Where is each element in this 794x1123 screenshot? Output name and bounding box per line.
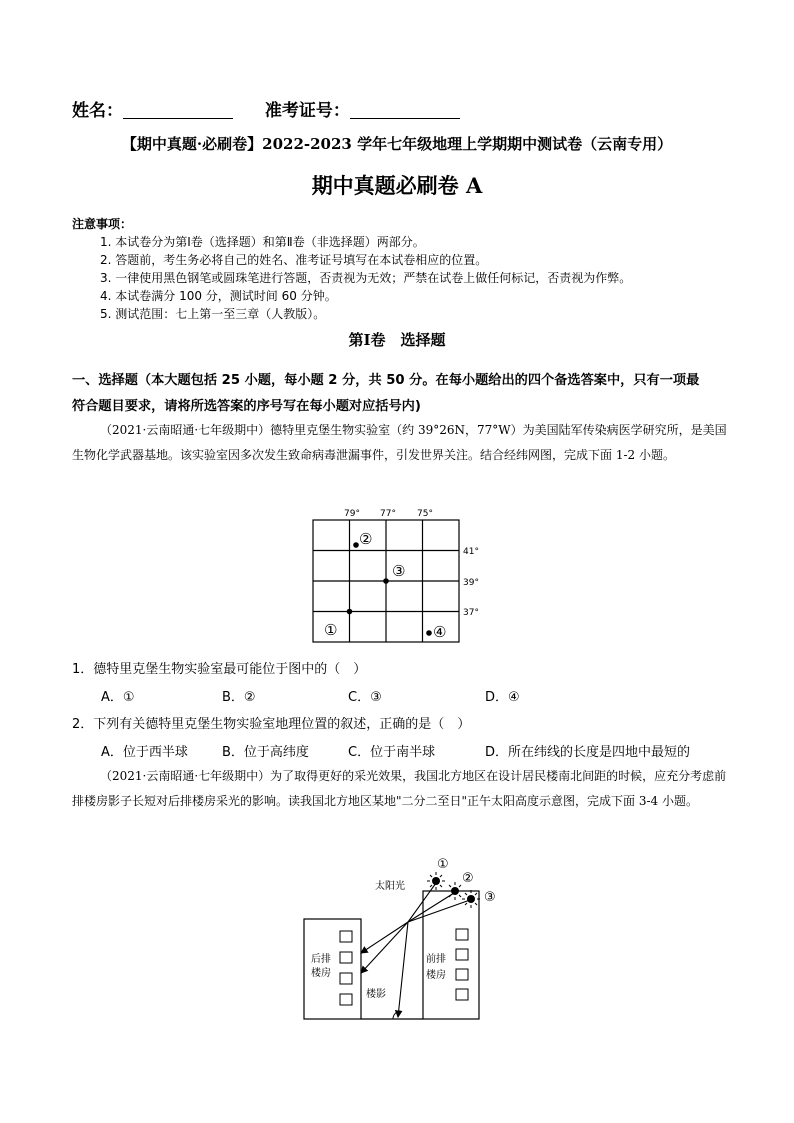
notice-item: 1. 本试卷分为第Ⅰ卷（选择题）和第Ⅱ卷（非选择题）两部分。 bbox=[100, 235, 425, 249]
option-c[interactable]: C．③ bbox=[348, 690, 382, 705]
lat-label: 41° bbox=[463, 547, 479, 557]
section-title: 第Ⅰ卷 选择题 bbox=[348, 331, 446, 349]
front-building-label: 前排 bbox=[426, 954, 446, 965]
lat-label: 37° bbox=[463, 608, 479, 618]
lat-label: 39° bbox=[463, 578, 479, 588]
shadow-label: 楼影 bbox=[366, 989, 386, 1000]
notice-item: 4. 本试卷满分 100 分，测试时间 60 分钟。 bbox=[100, 289, 337, 303]
sun-marker-3: ③ bbox=[484, 890, 496, 905]
notice-heading: 注意事项： bbox=[72, 217, 133, 231]
exam-title: 期中真题必刷卷 A bbox=[311, 173, 483, 198]
notice-item: 3. 一律使用黑色钢笔或圆珠笔进行答题，否责视为无效；严禁在试卷上做任何标记，否责视为作弊。 bbox=[100, 271, 632, 285]
part-heading: 一、选择题（本大题包括 25 小题，每小题 2 分，共 50 分。在每小题给出的四个备选答案中，只有一项最 bbox=[72, 373, 700, 388]
marker-4: ④ bbox=[433, 623, 447, 641]
question-stem: 2．下列有关德特里克堡生物实验室地理位置的叙述，正确的是（ ） bbox=[72, 717, 471, 732]
front-building-label: 楼房 bbox=[426, 970, 446, 981]
sun-marker-2: ② bbox=[462, 871, 474, 886]
exam-subtitle: 【期中真题·必刷卷】2022-2023 学年七年级地理上学期期中测试卷（云南专用） bbox=[121, 135, 673, 153]
option-a[interactable]: A．① bbox=[101, 690, 135, 705]
option-b[interactable]: B．② bbox=[222, 690, 256, 705]
option-c[interactable]: C．位于南半球 bbox=[348, 745, 436, 760]
question-stem: 1．德特里克堡生物实验室最可能位于图中的（ ） bbox=[72, 662, 367, 677]
point-1-dot bbox=[347, 609, 353, 615]
option-b[interactable]: B．位于高纬度 bbox=[222, 745, 309, 760]
point-3-dot bbox=[383, 578, 389, 584]
lon-label: 77° bbox=[380, 509, 396, 519]
candidate-info-row bbox=[72, 96, 486, 121]
notice-item: 2. 答题前，考生务必将自己的姓名、准考证号填写在本试卷相应的位置。 bbox=[100, 253, 488, 267]
back-building-label: 后排 bbox=[311, 954, 331, 965]
name-label: 姓名： bbox=[72, 101, 123, 121]
material-paragraph: （2021·云南昭通·七年级期中）为了取得更好的采光效果，我国北方地区在设计居民楼南北间距的时候，应充分考虑前排楼房影子长短对后排楼房采光的影响。读我国北方地区某地"二分二至日"正午太阳高度示意图，完成下面 3-4 小题。 bbox=[72, 769, 727, 808]
lon-label: 75° bbox=[417, 509, 433, 519]
marker-2: ② bbox=[359, 530, 373, 548]
point-2-dot bbox=[353, 542, 359, 548]
part-heading: 符合题目要求，请将所选答案的序号写在每小题对应括号内) bbox=[72, 399, 421, 414]
name-blank[interactable] bbox=[123, 102, 233, 119]
sunlight-label: 太阳光 bbox=[375, 881, 405, 892]
option-d[interactable]: D．所在纬线的长度是四地中最短的 bbox=[485, 745, 691, 760]
material-paragraph: （2021·云南昭通·七年级期中）德特里克堡生物实验室（约 39°26N，77°W）为美国陆军传染病医学研究所，是美国生物化学武器基地。该实验室因多次发生致命病毒泄漏事件，引发世界关注。结合经纬网图，完成下面 1-2 小题。 bbox=[72, 423, 727, 462]
sun-icon bbox=[427, 872, 445, 890]
sun-marker-1: ① bbox=[437, 857, 449, 872]
lat-long-grid-figure bbox=[300, 502, 500, 647]
id-blank[interactable] bbox=[350, 102, 460, 119]
option-a[interactable]: A．位于西半球 bbox=[101, 745, 188, 760]
sun-altitude-figure bbox=[295, 850, 510, 1025]
sun-icon bbox=[462, 890, 480, 908]
id-label: 准考证号： bbox=[264, 101, 350, 121]
back-building-label: 楼房 bbox=[311, 968, 331, 979]
lon-label: 79° bbox=[344, 509, 360, 519]
point-4-dot bbox=[426, 630, 432, 636]
marker-3: ③ bbox=[392, 562, 406, 580]
marker-1: ① bbox=[324, 621, 338, 639]
option-d[interactable]: D．④ bbox=[485, 690, 520, 705]
notice-item: 5. 测试范围：七上第一至三章（人教版）。 bbox=[100, 307, 326, 321]
